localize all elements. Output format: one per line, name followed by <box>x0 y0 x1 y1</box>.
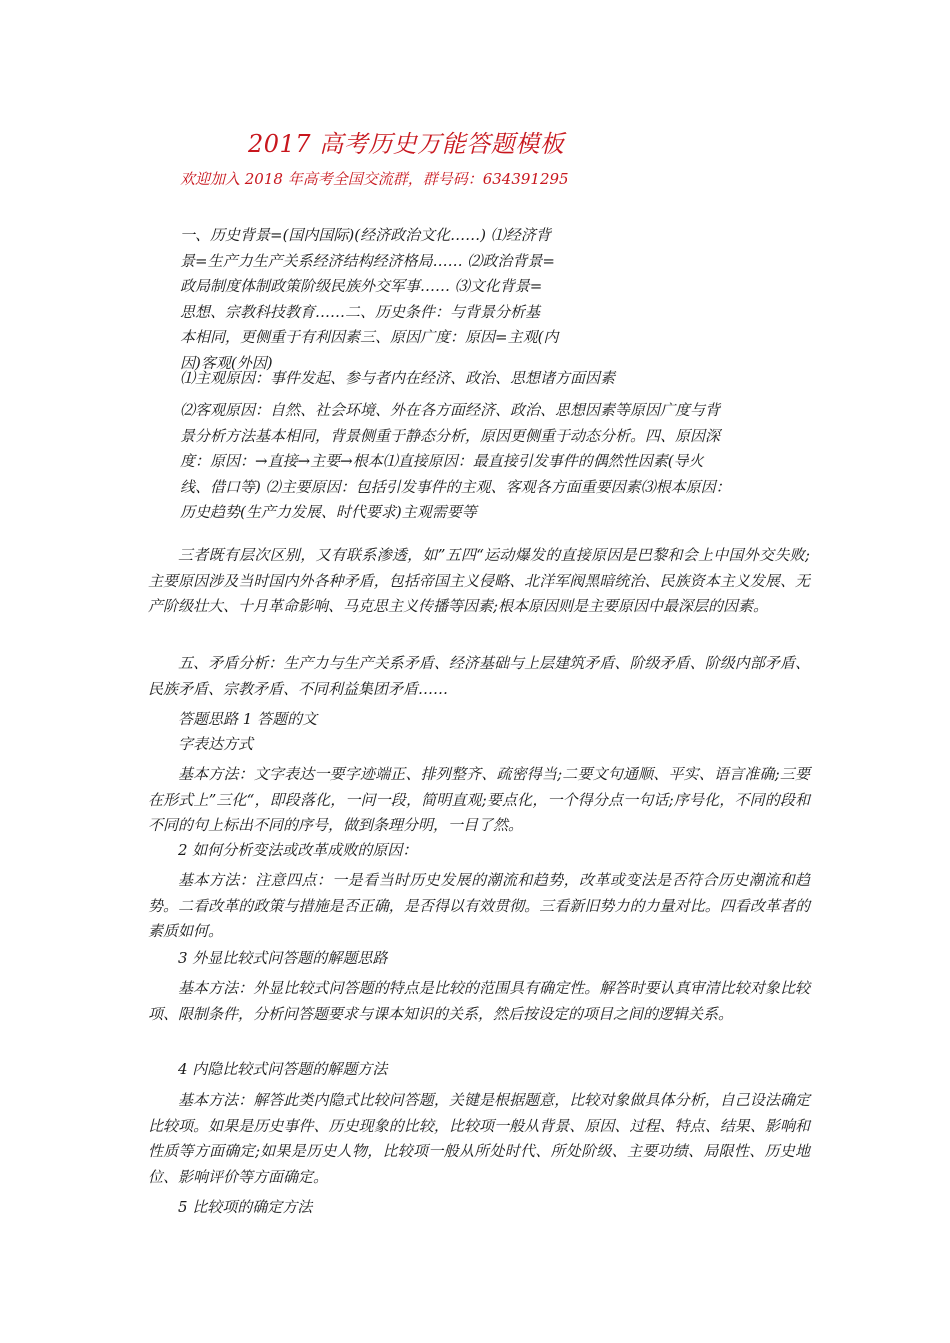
background-analysis-block <box>180 223 600 377</box>
contradiction-analysis-paragraph: 五、矛盾分析：生产力与生产关系矛盾、经济基础与上层建筑矛盾、阶级矛盾、阶级内部矛盾、民族矛盾、宗教矛盾、不同利益集团矛盾…… <box>148 654 810 698</box>
section-heading-3: 3 外显比较式问答题的解题思路 <box>178 949 388 967</box>
intro-line: 思想、宗教科技教育……二、历史条件：与背景分析基 <box>180 302 541 321</box>
objective-cause-line: 历史趋势(生产力发展、时代要求)主观需要等 <box>180 503 477 522</box>
method-paragraph-2: 基本方法：注意四点：一是看当时历史发展的潮流和趋势，改革或变法是否符合历史潮流和趋势。二看改革的政策与措施是否正确，是否得以有效贯彻。三看新旧势力的力量对比。四看改革者的素质如何。 <box>148 871 810 941</box>
method-paragraph-4: 基本方法：解答此类内隐式比较问答题，关键是根据题意，比较对象做具体分析，自己设法确定比较项。如果是历史事件、历史现象的比较，比较项一般从背景、原因、过程、特点、结果、影响和性质等方面确定;如果是历史人物，比较项一般从所处时代、所处阶级、主要功绩、局限性、历史地位、影响评价等方面确定。 <box>148 1091 810 1186</box>
document-title: 2017 高考历史万能答题模板 <box>248 130 565 158</box>
section-heading-5: 5 比较项的确定方法 <box>178 1198 313 1216</box>
intro-line: 因)客观(外因) <box>180 353 273 372</box>
intro-line: 本相同，更侧重于有利因素三、原因广度：原因=主观(内 <box>180 328 559 347</box>
section-heading-1: 答题思路 1 答题的文 <box>178 710 318 728</box>
section-heading-4: 4 内隐比较式问答题的解题方法 <box>178 1060 388 1078</box>
section-heading-2: 2 如何分析变法或改革成败的原因： <box>178 841 418 859</box>
method-paragraph-1: 基本方法：文字表达一要字迹端正、排列整齐、疏密得当;二要文句通顺、平实、语言准确;三要在形式上”三化“，即段落化，一问一段，简明直观;要点化，一个得分点一句话;序号化，不同的段和不同的句上标出不同的序号，做到条理分明，一目了然。 <box>148 765 810 835</box>
method-paragraph-3: 基本方法：外显比较式问答题的特点是比较的范围具有确定性。解答时要认真审清比较对象比较项、限制条件，分析问答题要求与课本知识的关系，然后按设定的项目之间的逻辑关系。 <box>148 979 810 1023</box>
objective-cause-line: 度：原因：→直接→主要→根本⑴直接原因：最直接引发事件的偶然性因素(导火 <box>180 452 704 471</box>
intro-line: 一、历史背景=(国内国际)(经济政治文化……) ⑴经济背 <box>180 226 551 244</box>
objective-cause-line: 线、借口等) ⑵主要原因：包括引发事件的主观、客观各方面重要因素⑶根本原因： <box>180 477 731 496</box>
cause-levels-paragraph: 三者既有层次区别，又有联系渗透，如”五四“运动爆发的直接原因是巴黎和会上中国外交失败;主要原因涉及当时国内外各种矛盾，包括帝国主义侵略、北洋军阀黑暗统治、民族资本主义发展、无产阶级壮大、十月革命影响、马克思主义传播等因素;根本原因则是主要原因中最深层的因素。 <box>148 546 810 616</box>
objective-cause-line: ⑵客观原因：自然、社会环境、外在各方面经济、政治、思想因素等原因广度与背 <box>180 401 721 419</box>
intro-line: 景=生产力生产关系经济结构经济格局…… ⑵政治背景= <box>180 251 555 270</box>
objective-cause-line: 景分析方法基本相同，背景侧重于静态分析，原因更侧重于动态分析。四、原因深 <box>180 426 721 445</box>
section-heading-1-cont: 字表达方式 <box>178 735 254 753</box>
intro-line: 政局制度体制政策阶级民族外交军事…… ⑶文化背景= <box>180 277 543 296</box>
group-invite-text: 欢迎加入 2018 年高考全国交流群，群号码：634391295 <box>180 170 569 188</box>
subjective-cause-line: ⑴主观原因：事件发起、参与者内在经济、政治、思想诸方面因素 <box>180 369 616 387</box>
